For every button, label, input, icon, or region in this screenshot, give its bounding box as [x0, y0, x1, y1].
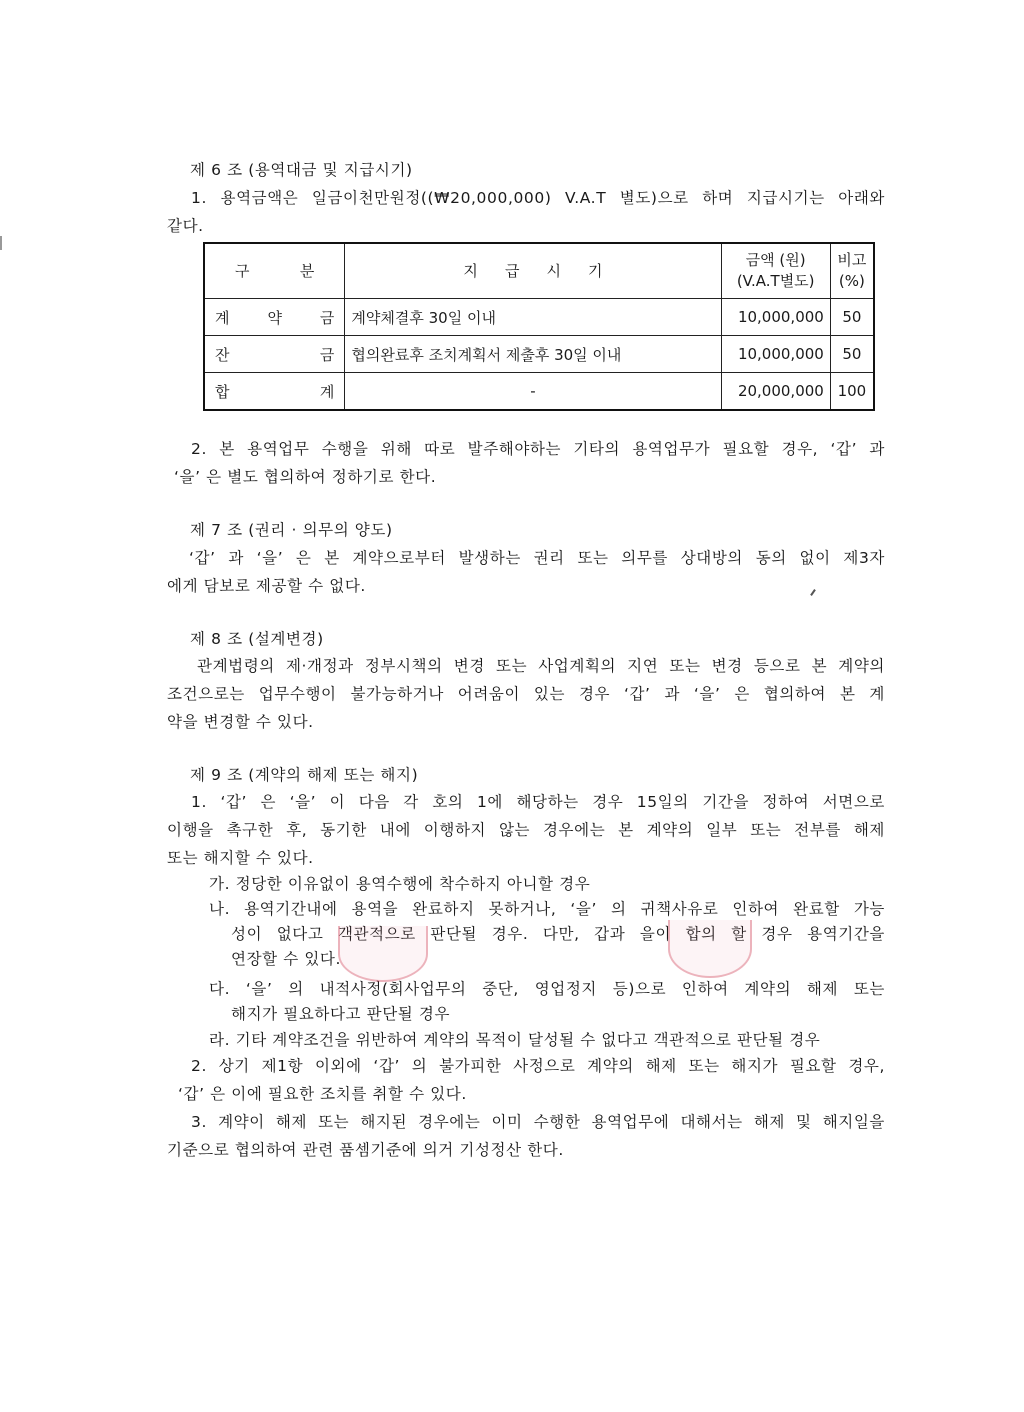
article-7-line-1: ‘갑’ 과 ‘을’ 은 본 계약으로부터 발생하는 권리 또는 의무를 상대방의 동의 없이 제3자 [189, 549, 885, 567]
header-remark-line-1: 비고 [837, 251, 867, 269]
row-label-char: 합 [215, 382, 230, 401]
article-8-line-2: 조건으로는 업무수행이 불가능하거나 어려움이 있는 경우 ‘갑’ 과 ‘을’ 은 협의하여 본 계 [167, 685, 885, 703]
table-header-row [204, 243, 874, 299]
header-timing-char: 지 [463, 261, 478, 280]
article-6-clause-1-line-1: 1. 용역금액은 일금이천만원정((₩20,000,000) V.A.T 별도)으로 하며 지급시기는 아래와 [191, 189, 885, 207]
article-6-clause-2-line-2: ‘을’ 은 별도 협의하여 정하기로 한다. [174, 468, 437, 486]
header-timing-char: 급 [504, 261, 520, 280]
article-9-item-na-line-1: 나. 용역기간내에 용역을 완료하지 못하거나, ‘을’ 의 귀책사유로 인하여 완료할 가능 [209, 900, 885, 918]
article-9-clause-2-line-2: ‘갑’ 은 이에 필요한 조치를 취할 수 있다. [178, 1085, 467, 1103]
article-6-clause-2-line-1: 2. 본 용역업무 수행을 위해 따로 발주해야하는 기타의 용역업무가 필요할 경우, ‘갑’ 과 [191, 440, 885, 458]
row-label-char: 계 [215, 308, 230, 327]
scan-edge-mark [0, 236, 2, 250]
row-label [204, 336, 345, 373]
article-9-item-da-line-2: 해지가 필요하다고 판단될 경우 [231, 1005, 451, 1023]
row-label [204, 299, 345, 336]
article-9-item-na-line-3: 연장할 수 있다. [231, 950, 342, 968]
row-label-char: 금 [319, 345, 335, 364]
payment-schedule-table [203, 242, 875, 411]
row-amount: 10,000,000 [721, 299, 830, 336]
row-timing: 협의완료후 조치계획서 제출후 30일 이내 [345, 336, 721, 373]
row-amount: 10,000,000 [721, 336, 830, 373]
article-9-title: 제 9 조 (계약의 해제 또는 해지) [190, 766, 419, 784]
header-timing [345, 243, 721, 299]
row-percent: 50 [830, 336, 874, 373]
article-9-clause-2-line-1: 2. 상기 제1항 이외에 ‘갑’ 의 불가피한 사정으로 계약의 해제 또는 해지가 필요할 경우, [191, 1057, 885, 1075]
article-9-item-ra: 라. 기타 계약조건을 위반하여 계약의 목적이 달성될 수 없다고 객관적으로 판단될 경우 [209, 1031, 821, 1049]
article-9-clause-1-line-2: 이행을 촉구한 후, 동기한 내에 이행하지 않는 경우에는 본 계약의 일부 또는 전부를 해제 [167, 821, 885, 839]
header-category [204, 243, 345, 299]
row-label-char: 금 [319, 308, 335, 327]
table-row [204, 373, 874, 411]
header-timing-char: 시 [546, 261, 561, 280]
row-label-char: 계 [319, 382, 335, 401]
article-6-clause-1-line-2: 같다. [167, 217, 204, 235]
row-timing: 계약체결후 30일 이내 [345, 299, 721, 336]
header-amount-line-2: (V.A.T별도) [736, 272, 815, 290]
seal-stamp-right [668, 920, 752, 978]
row-label-char: 잔 [215, 345, 230, 364]
table-row [204, 299, 874, 336]
article-9-item-na-line-2: 성이 없다고 객관적으로 판단될 경우. 다만, 갑과 을이 합의 할 경우 용역기간을 [231, 925, 885, 943]
header-timing-char: 기 [588, 261, 603, 280]
header-remark [830, 243, 874, 299]
article-9-item-da-line-1: 다. ‘을’ 의 내적사정(회사업무의 중단, 영업정지 등)으로 인하여 계약의 해제 또는 [209, 980, 885, 998]
header-category-char: 구 [235, 261, 250, 280]
header-amount-line-1: 금액 (원) [745, 251, 806, 269]
article-9-clause-1-line-1: 1. ‘갑’ 은 ‘을’ 이 다음 각 호의 1에 해당하는 경우 15일의 기간을 정하여 서면으로 [191, 793, 885, 811]
seal-stamp-left [338, 926, 428, 982]
article-8-line-3: 약을 변경할 수 있다. [167, 713, 314, 731]
header-remark-line-2: (%) [838, 272, 865, 290]
article-8-line-1: 관계법령의 제·개정과 정부시책의 변경 또는 사업계획의 지연 또는 변경 등으로 본 계약의 [197, 657, 885, 675]
row-percent: 100 [830, 373, 874, 411]
header-category-char: 분 [299, 261, 315, 280]
scan-mark [810, 589, 816, 596]
article-9-clause-1-line-3: 또는 해지할 수 있다. [167, 849, 314, 867]
row-label [204, 373, 345, 411]
table-row [204, 336, 874, 373]
article-7-line-2: 에게 담보로 제공할 수 없다. [167, 577, 366, 595]
article-8-title: 제 8 조 (설계변경) [190, 630, 324, 648]
header-amount [721, 243, 830, 299]
row-label-char: 약 [267, 308, 282, 327]
article-7-title: 제 7 조 (권리 · 의무의 양도) [190, 521, 393, 539]
article-6-title: 제 6 조 (용역대금 및 지급시기) [190, 161, 413, 179]
article-9-clause-3-line-2: 기준으로 협의하여 관련 품셈기준에 의거 기성정산 한다. [167, 1141, 564, 1159]
row-timing: - [345, 373, 721, 411]
row-amount: 20,000,000 [721, 373, 830, 411]
article-9-item-ga: 가. 정당한 이유없이 용역수행에 착수하지 아니할 경우 [209, 875, 591, 893]
row-percent: 50 [830, 299, 874, 336]
article-9-clause-3-line-1: 3. 계약이 해제 또는 해지된 경우에는 이미 수행한 용역업무에 대해서는 해제 및 해지일을 [191, 1113, 885, 1131]
